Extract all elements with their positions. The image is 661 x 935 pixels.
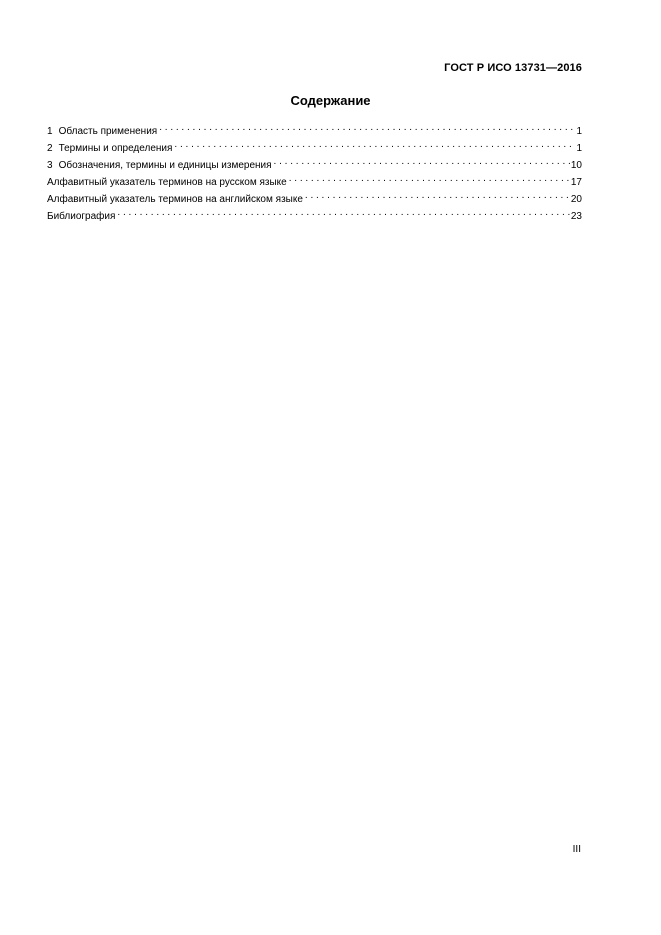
- toc-item[interactable]: [47, 172, 582, 189]
- toc-item[interactable]: [47, 206, 582, 223]
- toc-item-page: 1: [576, 126, 582, 137]
- toc-item-label: Обозначения, термины и единицы измерения: [58, 160, 272, 171]
- toc-leader-dots: [117, 206, 569, 219]
- toc-item-label: Алфавитный указатель терминов на английском языке: [47, 194, 303, 205]
- toc-item-label: Термины и определения: [58, 143, 173, 154]
- toc-item-label: Алфавитный указатель терминов на русском языке: [47, 177, 287, 188]
- toc-item-number: 1: [47, 126, 53, 137]
- toc-item-page: 1: [576, 143, 582, 154]
- toc-item-page: 10: [570, 160, 582, 171]
- toc-item-label: Область применения: [58, 126, 158, 137]
- toc-item-number: 2: [47, 143, 53, 154]
- toc-item-page: 23: [570, 211, 582, 222]
- toc-leader-dots: [159, 121, 575, 134]
- toc-item[interactable]: [47, 155, 582, 172]
- toc-item-page: 20: [570, 194, 582, 205]
- document-code: ГОСТ Р ИСО 13731—2016: [444, 62, 582, 74]
- table-of-contents: [47, 121, 582, 223]
- page-number: III: [572, 844, 581, 855]
- toc-item[interactable]: [47, 138, 582, 155]
- toc-leader-dots: [274, 155, 570, 168]
- toc-item-label: Библиография: [47, 211, 116, 222]
- toc-leader-dots: [174, 138, 575, 151]
- toc-item-number: 3: [47, 160, 53, 171]
- toc-item[interactable]: [47, 121, 582, 138]
- toc-leader-dots: [289, 172, 570, 185]
- toc-item[interactable]: [47, 189, 582, 206]
- toc-title: Содержание: [290, 93, 371, 108]
- toc-leader-dots: [305, 189, 570, 202]
- toc-item-page: 17: [570, 177, 582, 188]
